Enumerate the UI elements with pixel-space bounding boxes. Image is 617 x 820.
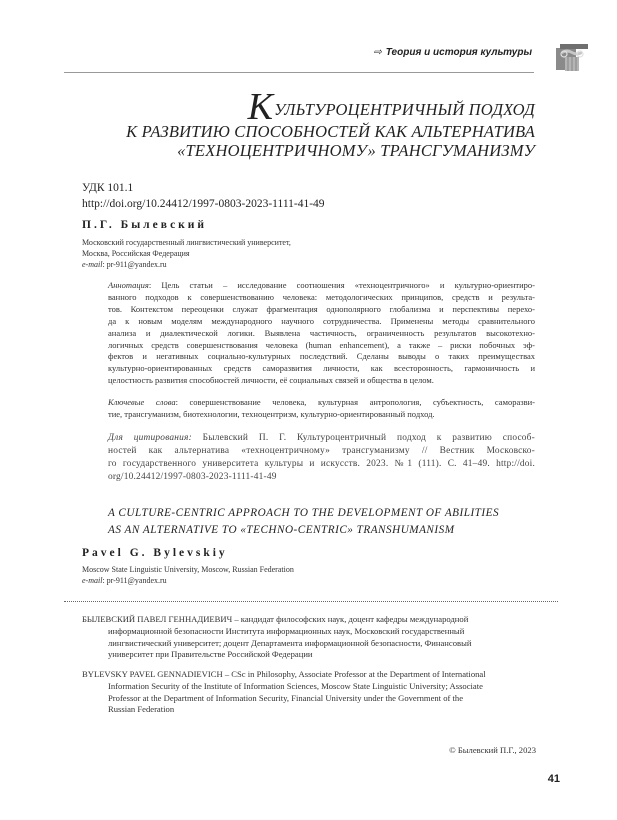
abstract-line: тов. Контекстом переоценки служат фрагментация однополярного глобализма и перспективы перехо- [108,303,535,314]
article-title [120,86,535,160]
bio-line: Information Security of the Institute of Information Sciences, Moscow State Linguistic University; Associate [108,680,483,691]
section-title: Теория и история культуры [385,47,532,58]
bio-line: информационной безопасности Института информационных наук, Московский государственный [108,625,465,636]
page-number: 41 [547,773,560,785]
keywords-line: Ключевые слова: совершенствование человека, культурная антропология, субъектность, саморазви- [108,397,535,407]
bio-line: университет при Правительстве Российской Федерации [108,649,313,660]
email-address[interactable]: : pr-911@yandex.ru [102,260,167,269]
author-name-en: Pavel G. Bylevskiy [82,547,228,559]
keywords [108,397,535,421]
abstract [108,280,535,387]
abstract-line: логичных средств совершенствования человека (human enhancement), а также – риски побочных эф- [108,339,535,350]
affiliation-line: Moscow State Linguistic University, Moscow, Russian Federation [82,565,294,574]
abstract-line: анализа и диалектической логики. Выявлена частичность, ограниченность результатов высокотехно- [108,327,535,338]
affiliation-ru [82,237,291,270]
udk: УДК 101.1 [82,182,134,194]
citation-line: го государственного университета культуры и искусств. 2023. №1 (111). С. 41–49. http://doi. [108,459,535,469]
citation [108,432,535,484]
email-label: e-mail [82,260,103,269]
affiliation-line: Московский государственный лингвистический университет, [82,238,291,247]
bio-line: Professor at the Department of Information Security, Financial University under the Government of the [108,692,464,703]
email-label: e-mail [82,576,103,585]
affiliation-en [82,564,294,586]
abstract-line: да к новым моделям международного научного сотрудничества. Применены методы сравнительного [108,315,535,326]
keywords-label: Ключевые слова [108,397,176,407]
email-ru [82,259,291,270]
english-title [108,505,536,539]
abstract-line: ванного подходов к совершенствованию человека: методологических принципов, средств и результа- [108,291,535,302]
doi-link[interactable]: http://doi.org/10.24412/1997-0803-2023-1111-41-49 [82,198,325,210]
keywords-line: тие, трансгуманизм, биотехнологии, техноцентризм, культурно-ориентированный подход. [108,408,435,419]
drop-cap: К [247,86,274,128]
dotted-divider [64,601,558,602]
bio-ru [82,614,536,661]
email-en [82,575,294,586]
citation-line: org/10.24412/1997-0803-2023-1111-41-49 [108,472,277,482]
arrow-icon: ⇨ [373,47,382,58]
bio-en [82,669,536,716]
citation-line: ностей как альтернатива «техноцентричному» трансгуманизму // Вестник Московско- [108,446,535,456]
header-rule [64,72,534,73]
abstract-line: Аннотация: Цель статьи – исследование соотношения «техноцентричного» и культурно-ориентиро- [108,280,535,290]
english-title-line-2: AS AN ALTERNATIVE TO «TECHNO-CENTRIC» TRANSHUMANISM [108,524,455,536]
affiliation-line: Москва, Российская Федерация [82,249,190,258]
bio-line: лингвистический университет; доцент Департамента информационной безопасности, Финансовый [108,637,472,648]
bio-line: BYLEVSKY PAVEL GENNADIEVICH – CSc in Philosophy, Associate Professor at the Department of International [82,669,486,679]
bio-line: БЫЛЕВСКИЙ ПАВЕЛ ГЕННАДИЕВИЧ – кандидат философских наук, доцент кафедры международной [82,614,469,624]
column-capital-icon [556,44,588,72]
title-line-3: «ТЕХНОЦЕНТРИЧНОМУ» ТРАНСГУМАНИЗМУ [177,141,535,160]
bio-line: Russian Federation [108,704,175,715]
udk-doi [82,180,325,212]
abstract-label: Аннотация [108,280,149,290]
abstract-line: культурно-ориентированных средств саморазвития личности, как всесторонность, гармоничность и [108,363,535,374]
english-title-line-1: A CULTURE-CENTRIC APPROACH TO THE DEVELOPMENT OF ABILITIES [108,507,500,519]
running-header [340,47,532,58]
title-line-2: К РАЗВИТИЮ СПОСОБНОСТЕЙ КАК АЛЬТЕРНАТИВА [126,122,535,141]
abstract-line: целостность развития способностей личности, её социальных связей и общества в целом. [108,375,434,386]
author-name-ru: П.Г. Былевский [82,219,208,231]
email-address[interactable]: : pr-911@yandex.ru [102,576,167,585]
title-line-1: УЛЬТУРОЦЕНТРИЧНЫЙ ПОДХОД [274,100,535,119]
citation-line: Для цитирования: Былевский П. Г. Культуроцентричный подход к развитию способ- [108,433,535,443]
abstract-line: фектов и негативных социально-культурных последствий. Сделаны выводы о таких преимуществах [108,351,535,362]
citation-label: Для цитирования: [108,433,192,443]
copyright: © Былевский П.Г., 2023 [449,745,536,755]
